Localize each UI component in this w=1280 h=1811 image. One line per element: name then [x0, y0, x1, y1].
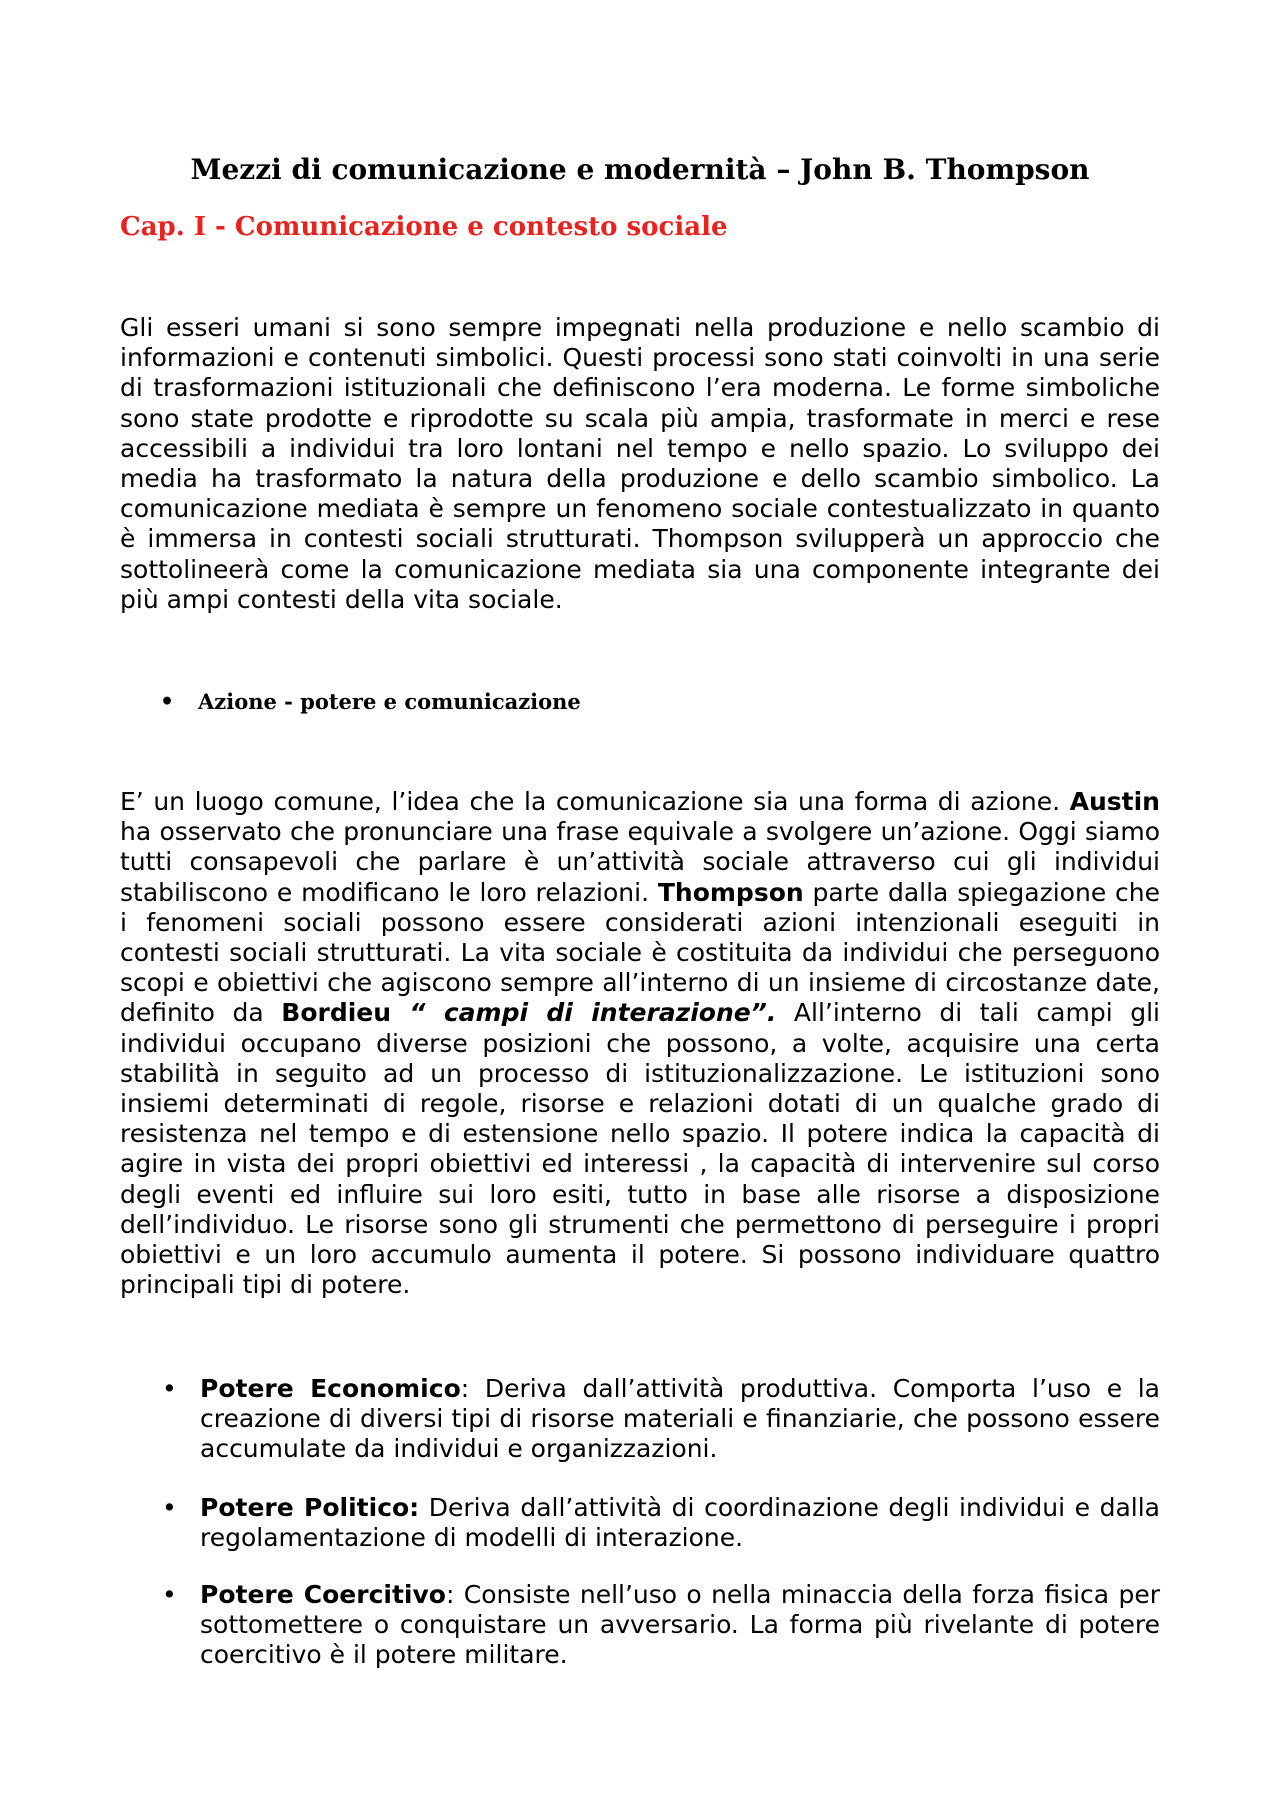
author-name-austin: Austin [1069, 787, 1160, 816]
chapter-heading: Cap. I - Comunicazione e contesto sociale [120, 212, 728, 242]
list-item [162, 1580, 1160, 1671]
intro-paragraph: Gli esseri umani si sono sempre impegnati nella produzione e nello scambio di informazioni e contenuti simbolici. Questi processi sono stati coinvolti in una serie di trasformazioni istituzionali che definiscono l’era moderna. Le forme simboliche sono state prodotte e riprodotte su scala più ampia, trasformate in merci e rese accessibili a individui tra loro lontani nel tempo e nello spazio. Lo sviluppo dei media ha trasformato la natura della produzione e dello scambio simbolico. La comunicazione mediata è sempre un fenomeno sociale contestualizzato in quanto è immersa in contesti sociali strutturati. Thompson svilupperà un approccio che sottolineerà come la comunicazione mediata sia una componente integrante dei più ampi contesti della vita sociale. [120, 313, 1160, 614]
quoted-concept: “ campi di interazione”. [391, 998, 777, 1028]
bullet-icon: • [162, 1374, 177, 1403]
list-item-text: Deriva dall’attività di coordinazione degli individui e dalla regolamentazione di modelli di interazione. [200, 1493, 1160, 1553]
body-text-1: E’ un luogo comune, l’idea che la comunicazione sia una forma di azione. [120, 787, 1070, 816]
list-item-term: Potere Coercitivo [200, 1580, 446, 1609]
bullet-icon: • [162, 1493, 177, 1522]
list-item [162, 1374, 1160, 1465]
bullet-icon: • [160, 689, 175, 715]
list-item-separator: : [445, 1580, 455, 1609]
body-paragraph [120, 787, 1160, 1300]
list-item-term: Potere Politico: [200, 1493, 420, 1522]
list-item [162, 1493, 1160, 1553]
list-item-text: Deriva dall’attività produttiva. Comporta l’uso e la creazione di diversi tipi di risorse materiali e finanziarie, che possono essere accumulate da individui e organizzazioni. [200, 1374, 1160, 1464]
list-item-separator: : [460, 1374, 470, 1403]
body-text-2: ha osservato che pronunciare una frase equivale a svolgere un’azione. Oggi siamo tutti consapevoli che parlare è un’attività sociale attraverso cui gli individui stabiliscono e modificano le loro relazioni. [120, 817, 1160, 907]
author-name-bordieu: Bordieu [281, 998, 392, 1028]
document-title: Mezzi di comunicazione e modernità – John B. Thompson [190, 153, 1090, 186]
section-heading-label: Azione - potere e comunicazione [198, 689, 581, 714]
bullet-icon: • [162, 1580, 177, 1609]
section-heading [160, 687, 581, 717]
body-text-3: parte dalla spiegazione che i fenomeni sociali possono essere considerati azioni intenzionali eseguiti in contesti sociali strutturati. La vita sociale è costituita da individui che perseguono scopi e obiettivi che agiscono sempre all’interno di un insieme di circostanze date, definito da [120, 877, 1160, 1028]
author-name-thompson: Thompson [657, 877, 804, 907]
list-item-term: Potere Economico [200, 1374, 461, 1403]
body-text-4: All’interno di tali campi gli individui occupano diverse posizioni che possono, a volte, acquisire una certa stabilità in seguito ad un processo di istituzionalizzazione. Le istituzioni sono insiemi determinati di regole, risorse e relazioni dotati di un qualche grado di resistenza nel tempo e di estensione nello spazio. Il potere indica la capacità di agire in vista dei propri obiettivi ed interessi , la capacità di intervenire sul corso degli eventi ed influire sui loro esiti, tutto in base alle risorse a disposizione dell’individuo. Le risorse sono gli strumenti che permettono di perseguire i propri obiettivi e un loro accumulo aumenta il potere. Si possono individuare quattro principali tipi di potere. [120, 998, 1160, 1300]
list-item-text: Consiste nell’uso o nella minaccia della forza fisica per sottomettere o conquistare un avversario. La forma più rivelante di potere coercitivo è il potere militare. [200, 1580, 1160, 1670]
